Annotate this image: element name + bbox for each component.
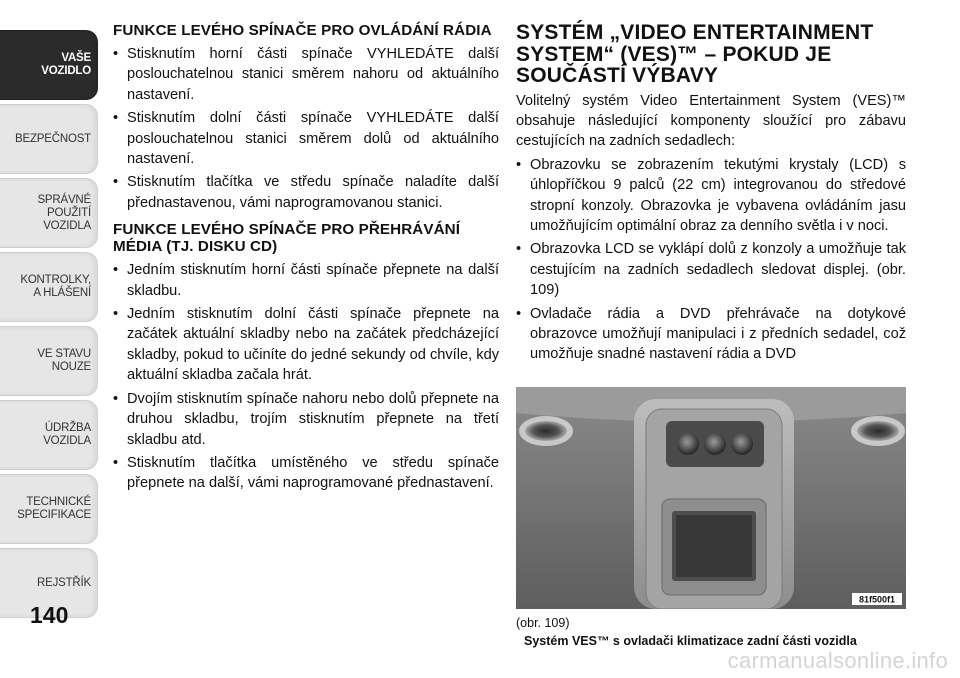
section-heading-ves: SYSTÉM „VIDEO ENTERTAINMENT SYSTEM“ (VES)™ – POKUD JE SOUČÁSTÍ VÝBAVY <box>516 21 874 87</box>
climate-knob-left <box>677 433 699 455</box>
ves-console-photo <box>516 387 906 609</box>
section-heading-media: FUNKCE LEVÉHO SPÍNAČE PRO PŘEHRÁVÁNÍ MÉDIA (TJ. DISKU CD) <box>113 221 461 256</box>
bullet: • <box>516 241 522 258</box>
tab-spravne-pouziti[interactable]: SPRÁVNÉ POUŽITÍ VOZIDLA <box>0 178 98 248</box>
list-item: • Stisknutím dolní části spínače VYHLEDÁTE další poslouchatelnou stanici směrem dolů od aktuálního nastavení. <box>113 110 499 168</box>
page-number: 140 <box>30 602 69 628</box>
tab-vase-vozidlo[interactable]: VAŠE VOZIDLO <box>0 30 98 100</box>
bullet: • <box>113 390 119 407</box>
list-item: • Dvojím stisknutím spínače nahoru nebo dolů přepnete na druhou skladbu, trojím stisknutím přepnete na třetí skladbu atd. <box>113 390 499 448</box>
climate-knob-center <box>704 433 726 455</box>
bullet: • <box>516 305 522 322</box>
figure-code: 81f500f1 <box>858 594 896 605</box>
ves-component-list <box>516 155 906 365</box>
list-item: • Stisknutím tlačítka ve středu spínače naladíte další přednastavenou, vámi naprogramovanou stanici. <box>113 174 499 211</box>
list-item: • Stisknutím horní části spínače VYHLEDÁTE další poslouchatelnou stanici směrem nahoru od aktuálního nastavení. <box>113 46 499 103</box>
figure-label: (obr. 109) <box>516 616 570 630</box>
climate-knob-right <box>731 433 753 455</box>
tab-technicke-specifikace[interactable]: TECHNICKÉ SPECIFIKACE <box>0 474 98 544</box>
list-item: • Ovladače rádia a DVD přehrávače na dotykové obrazovce umožňují manipulaci i z předních sedadel, což umožňuje snadné nastavení rádia a DVD <box>516 305 906 363</box>
bullet: • <box>113 110 119 127</box>
list-item: • Obrazovku se zobrazením tekutými krystaly (LCD) s úhlopříčkou 9 palců (22 cm) integrovanou do středové stropní konzoly. Obrazovka je vybavena ovládáním jasu umožňujícím optimální obraz za denního světla i v noci. <box>516 156 906 234</box>
section-heading-radio: FUNKCE LEVÉHO SPÍNAČE PRO OVLÁDÁNÍ RÁDIA <box>113 22 492 39</box>
list-item: • Jedním stisknutím dolní části spínače přepnete na začátek aktuální skladby nebo na začátek předcházející skladby, pokud to učiníte do jedné sekundy od chvíle, kdy aktuální skladba začala hrát. <box>113 306 499 384</box>
lcd-glass <box>676 515 752 577</box>
right-column <box>516 22 906 368</box>
list-item: • Stisknutím tlačítka umístěného ve středu spínače přepnete na další, vámi naprogramované přednastavení. <box>113 454 499 492</box>
bullet: • <box>113 174 119 191</box>
bullet: • <box>113 306 119 323</box>
watermark: carmanualsonline.info <box>727 648 948 673</box>
console-illustration <box>516 387 906 609</box>
bullet: • <box>113 46 119 62</box>
ves-intro: Volitelný systém Video Entertainment System (VES)™ obsahuje následující komponenty sloužící pro zábavu cestujících na zadních sedadlech: <box>516 92 906 150</box>
list-item: • Jedním stisknutím horní části spínače přepnete na další skladbu. <box>113 262 499 299</box>
vent-left <box>525 421 567 441</box>
list-item: • Obrazovka LCD se vyklápí dolů z konzoly a umožňuje tak cestujícím na zadních sedadlech sledovat displej. (obr. 109) <box>516 241 906 299</box>
media-switch-list <box>113 260 499 493</box>
tab-bezpecnost[interactable]: BEZPEČNOST <box>0 104 98 174</box>
figure-caption: Systém VES™ s ovladači klimatizace zadní části vozidla <box>524 634 857 648</box>
bullet: • <box>516 156 522 173</box>
bullet: • <box>113 262 119 279</box>
tab-rejstrik[interactable]: REJSTŘÍK <box>0 548 98 618</box>
vent-right <box>857 421 899 441</box>
radio-switch-list <box>113 44 499 213</box>
tab-ve-stavu-nouze[interactable]: VE STAVU NOUZE <box>0 326 98 396</box>
tab-kontrolky[interactable]: KONTROLKY, A HLÁŠENÍ <box>0 252 98 322</box>
left-column <box>113 22 499 497</box>
bullet: • <box>113 454 119 471</box>
tab-udrzba-vozidla[interactable]: ÚDRŽBA VOZIDLA <box>0 400 98 470</box>
